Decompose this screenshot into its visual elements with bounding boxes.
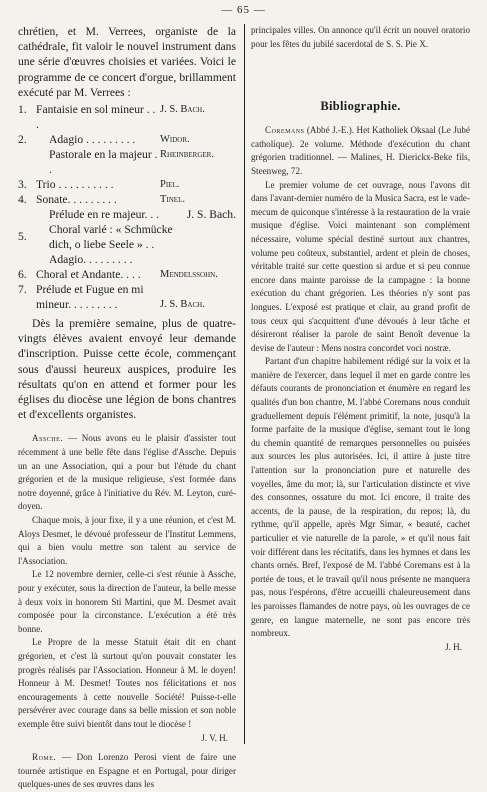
program-item: 4. Sonate. . . . . . . . . Tinel. — [18, 193, 185, 207]
section-heading: Bibliographie. — [320, 99, 401, 114]
assche-paragraph: Chaque mois, à jour fixe, il y a une réunion, et c'est M. Aloys Desmet, le dévoué professeur de l'Institut Lemmens, qui a bien voulu mettre son talent au service de l'Association. — [18, 515, 236, 566]
program-item: 2. Adagio . . . . . . . . . Pastorale en la majeur . . Widor. Rheinberger. — [18, 133, 214, 177]
review-paragraph: Le premier volume de cet ouvrage, nous l'avons dit dans l'avant-dernier numéro de la Musica Sacra, est le vade-mecum de quiconque s'intéresse à la restauration de la vraie musique d'église. Voici maintenant son complément nécessaire, volume spécial destiné surtout aux chantres, volume peu coûteux, substantiel, ardent et plein de choses, véritable traité sur cette question si ardue et si peu connue encore dans mainte paroisse de la campagne : la bonne exécution du chant grégorien. Les théories n'y sont pas longues. L'exposé est pratique et clair, au grand profit de tous ceux qui s'acquittent d'une dévoués à leur tâche et désireront réaliser la parole de saint Benoît devenue la devise de l'auteur : Mens nostra concordet voci nostræ. — [251, 179, 470, 353]
program-item: 1. Fantaisie en sol mineur . . . J. S. Bach. — [18, 103, 205, 132]
column-divider — [244, 24, 245, 744]
page-number: — 65 — — [221, 4, 266, 16]
assche-paragraph: Le 12 novembre dernier, celle-ci s'est réunie à Assche, pour y exécuter, sous la direction de l'auteur, la belle messe à deux voix in honorem Sti Martini, que M. Desmet avait composée pour la circonstance. L'exécution a été très bonne. — [18, 569, 236, 634]
assche-paragraph: Assche. — Nous avons eu le plaisir d'assister tout récemment à une belle fête dans l'église d'Assche. Depuis un an une Association, qui a pour but l'étude du chant grégorien et de la musique religieuse, s'est formée dans notre doyenné, grâce à l'initiative du Rév. M. Leyton, curé-doyen. — [18, 433, 236, 512]
right-column — [251, 24, 470, 744]
assche-paragraph: Le Propre de la messe Statuit était dit en chant grégorien, et c'est là surtout qu'on pouvait constater les progrès réalisés par l'Association. Honneur à M. le doyen! Honneur à M. Desmet! Toutes nos félicitations et nos encouragements à cette nouvelle Société! Puisse-t-elle persévérer avec courage dans sa belle mission et son noble exemple être suivi bientôt dans tout le diocèse ! — [18, 637, 236, 729]
review-signature: J. H. — [445, 641, 462, 652]
concert-intro: chrétien, et M. Verrees, organiste de la cathédrale, fit valoir le nouvel instrument dans une série d'œuvres choisies et variées. Voici le programme de ce concert d'orgue, brillamment exécuté par M. Verrees : — [18, 25, 236, 99]
concert-program — [18, 102, 236, 312]
program-item: 3. Trio . . . . . . . . . . Piel. — [18, 178, 180, 192]
program-item: 5. Prélude en re majeur. . . Choral varié : « Schmücke dich, o liebe Seele » . . Adagio. . . . . . . . . J. S. Bach. — [18, 208, 236, 267]
program-item: 6. Choral et Andante. . . . Mendelssohn. — [18, 268, 218, 282]
program-item: 7. Prélude et Fugue en mi mineur. . . . . . . . . J. S. Bach. — [18, 283, 205, 312]
assche-signature: J. V. H. — [201, 732, 228, 743]
biblio-reference: Coremans (Abbé J.-E.). Het Katholiek Oksaal (Le Jubé catholique). 2e volume. Méthode d'exécution du chant grégorien traditionnel. — Malines, H. Dierickx-Beke fils, Steenweg, 72. — [251, 125, 470, 176]
review-paragraph: Partant d'un chapitre habilement rédigé sur la voix et la manière de l'exercer, dans lequel il met en garde contre les défauts courants de prononciation et énumère en regard les qualités d'un bon chantre, M. l'abbé Coremans nous conduit graduellement depuis l'élément primitif, la note, jusqu'à la forme parfaite de la musique d'église, semant tout le long du chemin quantité de remarques personnelles ou puisées aux sources les plus autorisées. Ici, il attire à juste titre l'attention sur la prononciation pure et naturelle des voyelles, âme du mot; là, sur l'articulation distincte et vive des consonnes, ossature du mot. Ici encore, il traite des accents, de la pause, de la respiration, du repos; là, du rythme, qu'il appelle, après Mgr Simar, « beauté, cachet particulier et vie naturelle de la parole, » et qu'il nous fait voir différent dans les récitatifs, dans les hymnes et dans les chants ornés. Bref, l'exposé de M. l'abbé Coremans est à la portée de tous, et le travail qu'il nous présente ne manquera pas, nous l'espérons, d'être accueilli chaleureusement dans les paroisses flamandes de notre pays, où les ouvrages de ce genre, en langue maternelle, ne sont pas encore très nombreux. — [251, 356, 470, 639]
rome-continuation: principales villes. On annonce qu'il écrit un nouvel oratorio pour les fêtes du jubilé sacerdotal de S. S. Pie X. — [251, 25, 470, 49]
school-paragraph: Dès la première semaine, plus de quatre-vingts élèves avaient envoyé leur demande d'inscription. Puisse cette école, commençant sous d'aussi heureux auspices, produire les résultats qu'on en attend et former pour les églises du diocèse une légion de bons chantres et d'excellents organistes. — [18, 317, 236, 422]
rome-paragraph: Rome. — Don Lorenzo Perosi vient de faire une tournée artistique en Espagne et en Portugal, pour diriger quelques-unes de ses œuvres dans les — [18, 752, 236, 790]
left-column — [18, 24, 236, 790]
